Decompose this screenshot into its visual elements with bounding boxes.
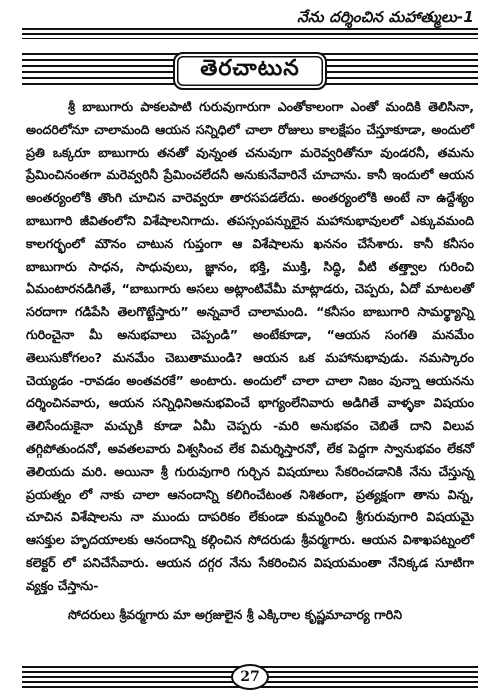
running-header: నేను దర్శించిన మహాత్ములు-1 xyxy=(297,8,474,26)
chapter-title: తెరచాటున xyxy=(200,56,300,81)
footer-banner xyxy=(22,663,478,689)
chapter-title-banner xyxy=(22,50,478,92)
chapter-title-box xyxy=(173,52,327,90)
paragraph: సోదరులు శ్రీవర్మగారు మా అగ్రజులైన శ్రీ ఎక్కిరాల కృష్ణమాచార్య గారిని xyxy=(68,606,403,622)
header-rule xyxy=(22,28,478,30)
header-rules xyxy=(22,28,478,42)
page-number: 27 xyxy=(231,664,269,690)
header-rule xyxy=(22,38,478,39)
body-text xyxy=(26,96,474,626)
header-rule xyxy=(22,33,478,35)
paragraph: శ్రీ బాబుగారు పాకలపాటి గురువుగారుగా ఎంతోకాలంగా ఎంతో మందికి తెలిసినా, అందరిలోనూ చాలామంది ఆయన సన్నిధిలో చాలా రోజులు కాలక్షేపం చేస్తూకూడా, అందులో ప్రతి ఒక్కరూ బాబుగారు తనతో వున్నంత చనువుగా మరెవ్వరితోనూ వుండరనీ, తమను ప్రేమించినంతగా మరెవ్వరినీ ప్రేమించలేదనీ అనుకునేవారినే చూచాను. కానీ ఇందులో ఆయన అంతర్యంలోకి తొంగి చూచిన వారెవ్వరూ తారసపడలేదు. అంతర్యంలోకి అంటే నా ఉద్దేశ్యం బాబుగారి జీవితంలోని విశేషాలనిగాదు. తపస్సంపన్నులైన మహానుభావులలో ఎక్కువమంది కాలగర్భంలో మౌనం చాటున గుప్తంగా ఆ విశేషాలను ఖననం చేసేశారు. కానీ కనీసం బాబుగారు సాధన, సాధువులు, జ్ఞానం, భక్తి, ముక్తి, సిద్ధి, వీటి తత్త్వాల గురించి ఏమంటారనడిగితే, “బాబుగారు అసలు అట్లాంటివేమీ మాట్లాడరు, చెప్పరు, ఏదో మాటలతో సరదాగా గడిపేసి తెలగొట్టేస్తారు” అన్నవారే చాలామంది. “కనీసం బాబుగారి సామర్థ్యాన్ని గురించైనా మీ అనుభవాలు చెప్పండి” అంటేకూడా, “ఆయన సంగతి మనమేం తెలుసుకోగలం? మనమేం చెబుతాముండి? ఆయన ఒక మహానుభావుడు. నమస్కారం చెయ్యడం -రావడం అంతవరకే” అంటారు. అందులో చాలా చాలా నిజం వున్నా ఆయనను దర్శించినవారు, ఆయన సన్నిధినిఅనుభవించే భాగ్యంలేనివారు అడిగితే వాళ్ళకా విషయం తెలిసేందుకైనా మచ్చుకి కూడా ఏమీ చెప్పరు -మరి అనుభవం చెబితే దాని విలువ తగ్గిపోతుందనో, అవతలవారు విశ్వసించ లేక విమర్శిస్తారనో, లేక పెద్దగా స్వానుభవం లేకనో తెలియదు మరి. అయినా శ్రీ గురువుగారి గుర్చిన విషయాలు సేకరించడానికి నేను చేస్తున్న ప్రయత్నం లో నాకు చాలా ఆనందాన్ని కలిగించేటంత నిశితంగా, ప్రత్యక్షంగా తాను విన్న, చూచిన విశేషాలను నా ముందు దాపరికం లేకుండా కుమ్మరించి శ్రీగురువుగారి విషయమై ఆసక్తుల హృదయాలకు ఆనందాన్ని కల్గించిన సోదరుడు శ్రీవర్మగారు. ఆయన విశాఖపట్నంలో కలెక్టర్ లో పనిచేసేవారు. ఆయన దగ్గర నేను సేకరించిన విషయమంతా నేనిక్కడ సూటిగా వ్యక్తం చేస్తాను- xyxy=(26,99,474,593)
